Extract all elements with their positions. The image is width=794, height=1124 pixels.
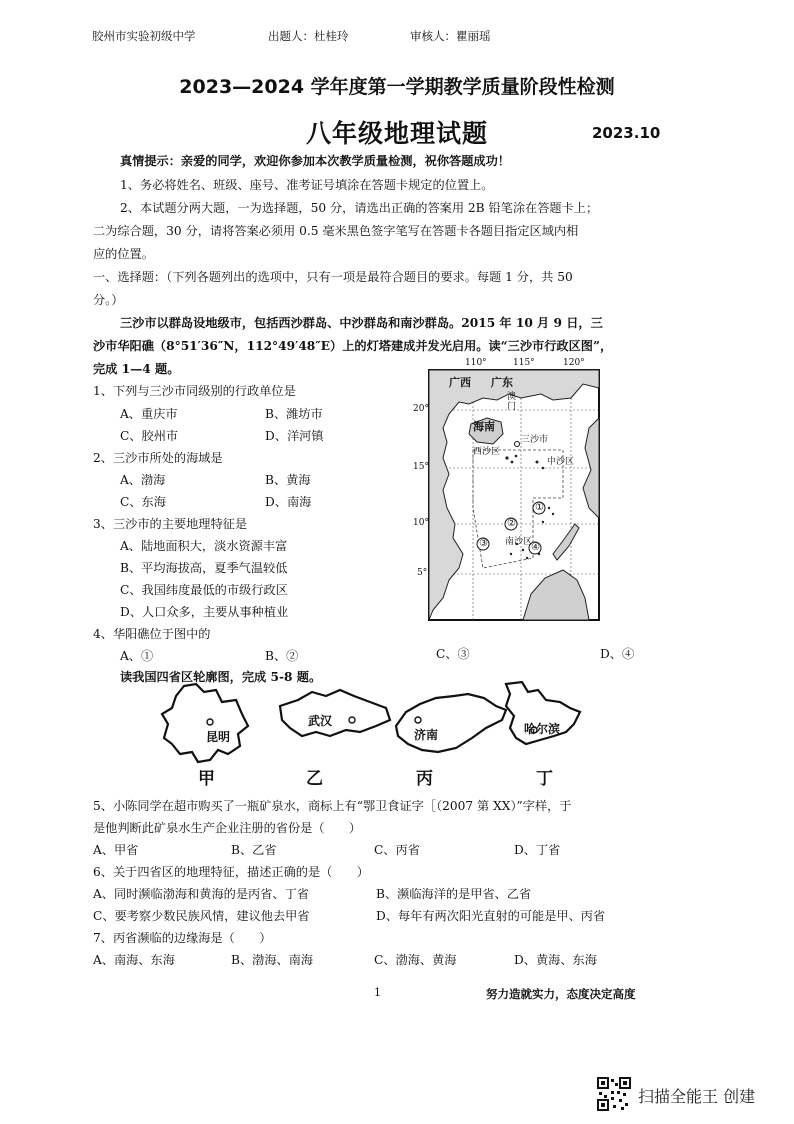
- note-2c: 应的位置。: [93, 247, 154, 261]
- map-lon-115: 115°: [513, 358, 535, 368]
- map-label-guangxi: 广西: [449, 376, 471, 389]
- q6-option-d: D、每年有两次阳光直射的可能是甲、丙省: [376, 909, 606, 923]
- map-label-aomen: 澳门: [507, 392, 517, 412]
- author: 出题人：杜桂玲: [268, 29, 349, 43]
- q5-option-a: A、甲省: [93, 843, 139, 857]
- intro-sansha-b: 沙市华阳礁（8°51′36″N，112°49′48″E）上的灯塔建成并发光启用。读“三沙市行政区图”，: [93, 339, 613, 353]
- section-heading-cont: 分。）: [93, 293, 124, 307]
- exam-date: 2023.10: [592, 124, 661, 142]
- note-2a: 2、本试题分两大题，一为选择题，50 分，请选出正确的答案用 2B 铅笔涂在答题卡上；: [120, 201, 599, 215]
- q3-stem: 3、三沙市的主要地理特征是: [93, 517, 248, 531]
- note-2b: 二为综合题，30 分，请将答案必须用 0.5 毫米黑色签字笔写在答题卡各题目指定区域内相: [93, 224, 579, 238]
- q1-option-b: B、潍坊市: [265, 407, 323, 421]
- footer-motto: 努力造就实力，态度决定高度: [486, 987, 636, 1001]
- q7-stem: 7、丙省濒临的边缘海是（ ）: [93, 931, 272, 945]
- q1-option-c: C、胶州市: [120, 429, 179, 443]
- label-yi: 乙: [306, 769, 323, 789]
- map-label-nansha: 南沙区: [505, 537, 533, 547]
- q5-stem-b: 是他判断此矿泉水生产企业注册的省份是（ ）: [93, 821, 362, 835]
- label-kunming: 昆明: [206, 730, 231, 744]
- scanner-watermark: 扫描全能王 创建: [638, 1087, 756, 1106]
- map-lon-110: 110°: [465, 358, 487, 368]
- q2-option-a: A、渤海: [120, 473, 166, 487]
- q4-option-c: C、③: [436, 647, 470, 661]
- map-marker-2: ②: [507, 518, 516, 529]
- q2-option-d: D、南海: [265, 495, 312, 509]
- map-lat-15: 15°: [413, 462, 429, 472]
- page-number: 1: [374, 986, 381, 999]
- note-greeting: 真情提示：亲爱的同学，欢迎你参加本次教学质量检测，祝你答题成功！: [120, 154, 510, 168]
- q7-option-b: B、渤海、南海: [231, 953, 314, 967]
- province-jia-outline: [162, 684, 248, 762]
- school-name: 胶州市实验初级中学: [92, 29, 196, 43]
- jinan-dot: [415, 717, 421, 723]
- q6-option-c: C、要考察少数民族风情，建议他去甲省: [93, 909, 310, 923]
- q2-stem: 2、三沙市所处的海域是: [93, 451, 223, 465]
- map-marker-1: ①: [535, 502, 544, 513]
- map-label-zhongsha: 中沙区: [547, 457, 575, 467]
- map-lat-5: 5°: [417, 568, 428, 578]
- sansha-map: [413, 358, 603, 626]
- note-1: 1、务必将姓名、班级、座号、准考证号填涂在答题卡规定的位置上。: [120, 178, 494, 192]
- q5-option-b: B、乙省: [231, 843, 277, 857]
- map-lon-120: 120°: [563, 358, 585, 368]
- map-marker-3: ③: [479, 538, 488, 549]
- q4-option-b: B、②: [265, 649, 299, 663]
- q1-option-a: A、重庆市: [120, 407, 178, 421]
- section-heading: 一、选择题：（下列各题列出的选项中，只有一项是最符合题目的要求。每题 1 分，共 50: [93, 270, 573, 284]
- map-label-hainan: 海南: [473, 420, 495, 433]
- q3-option-a: A、陆地面积大，淡水资源丰富: [120, 539, 288, 553]
- kunming-dot: [207, 719, 213, 725]
- q7-option-d: D、黄海、东海: [514, 953, 597, 967]
- q7-option-c: C、渤海、黄海: [374, 953, 457, 967]
- label-haerbin: 哈尔滨: [524, 722, 561, 736]
- q2-option-b: B、黄海: [265, 473, 311, 487]
- label-bing: 丙: [416, 769, 433, 789]
- q3-option-d: D、人口众多，主要从事种植业: [120, 605, 289, 619]
- q7-option-a: A、南海、东海: [93, 953, 175, 967]
- province-outlines: [150, 680, 630, 790]
- reviewer: 审核人：瞿丽瑶: [410, 29, 491, 43]
- province-yi-outline: [280, 690, 390, 736]
- province-bing-outline: [396, 694, 506, 752]
- map-label-xisha: 西沙区: [473, 447, 501, 457]
- q5-option-d: D、丁省: [514, 843, 561, 857]
- map-marker-4: ④: [531, 542, 540, 553]
- qr-code-icon: [597, 1077, 631, 1111]
- map-lat-10: 10°: [413, 518, 429, 528]
- map-lat-20: 20°: [413, 404, 429, 414]
- q6-option-b: B、濒临海洋的是甲省、乙省: [376, 887, 532, 901]
- label-jinan: 济南: [414, 728, 439, 742]
- q3-option-c: C、我国纬度最低的市级行政区: [120, 583, 288, 597]
- q2-option-c: C、东海: [120, 495, 166, 509]
- label-wuhan: 武汉: [308, 714, 333, 728]
- map-label-sansha: 三沙市: [521, 435, 549, 445]
- sansha-marker: [515, 442, 520, 447]
- q5-stem-a: 5、小陈同学在超市购买了一瓶矿泉水，商标上有“鄂卫食证字［（2007 第 XX）”字样，于: [93, 799, 572, 813]
- intro-sansha-a: 三沙市以群岛设地级市，包括西沙群岛、中沙群岛和南沙群岛。2015 年 10 月 9 日，三: [120, 316, 603, 330]
- q1-option-d: D、洋河镇: [265, 429, 324, 443]
- q1-stem: 1、下列与三沙市同级别的行政单位是: [93, 384, 296, 398]
- q6-option-a: A、同时濒临渤海和黄海的是丙省、丁省: [93, 887, 309, 901]
- label-ding: 丁: [536, 769, 553, 789]
- map-label-guangdong: 广东: [491, 376, 513, 389]
- label-jia: 甲: [198, 769, 215, 789]
- q4-stem: 4、华阳礁位于图中的: [93, 627, 211, 641]
- q4-option-a: A、①: [120, 649, 154, 663]
- q5-option-c: C、丙省: [374, 843, 420, 857]
- subject-title: 八年级地理试题: [305, 119, 488, 148]
- wuhan-dot: [349, 717, 355, 723]
- q4-option-d: D、④: [600, 647, 635, 661]
- q6-stem: 6、关于四省区的地理特征，描述正确的是（ ）: [93, 865, 369, 879]
- q3-option-b: B、平均海拔高，夏季气温较低: [120, 561, 288, 575]
- intro-provinces: 读我国四省区轮廓图，完成 5-8 题。: [120, 670, 322, 684]
- intro-sansha-c: 完成 1—4 题。: [93, 362, 180, 376]
- exam-title: 2023—2024 学年度第一学期教学质量阶段性检测: [179, 76, 615, 98]
